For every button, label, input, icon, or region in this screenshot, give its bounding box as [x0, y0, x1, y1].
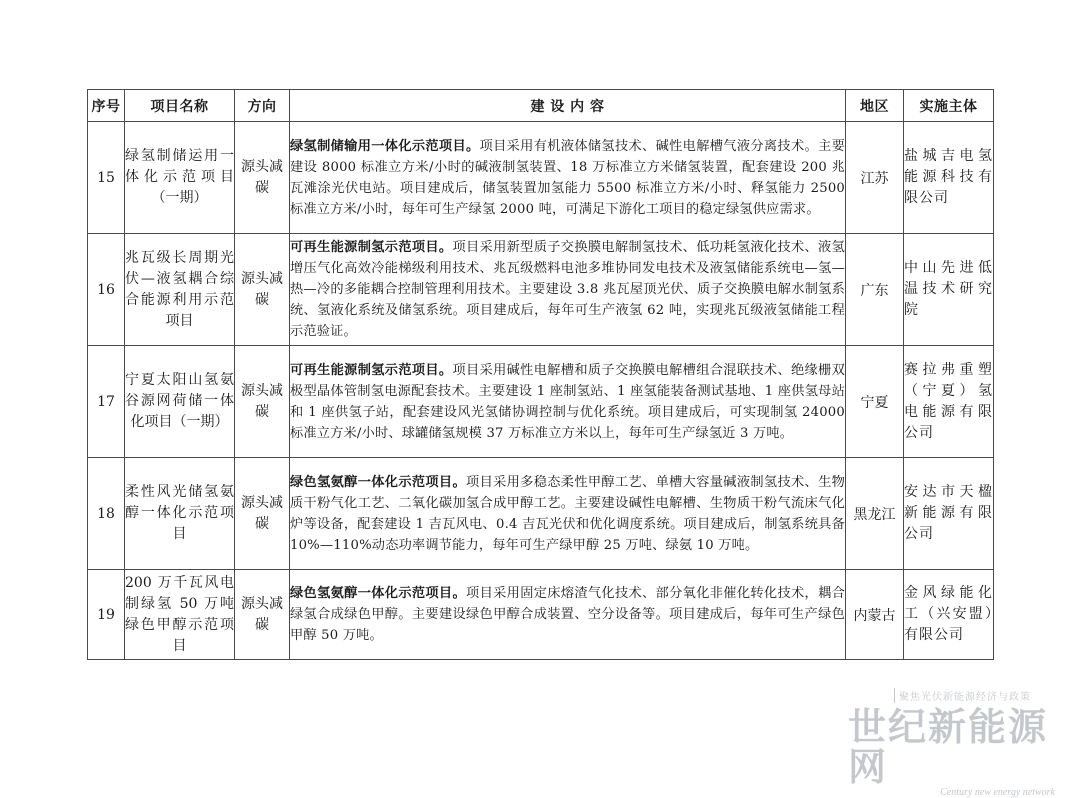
- header-direction: 方向: [235, 90, 290, 122]
- watermark-english: Century new energy network: [940, 787, 1055, 798]
- cell-name: 绿氢制储运用一体化示范项目（一期）: [125, 122, 235, 234]
- cell-org: 盐城吉电氢能源科技有限公司: [904, 122, 994, 234]
- cell-content: [290, 570, 846, 660]
- cell-direction: 源头减碳: [235, 570, 290, 660]
- cell-no: 17: [88, 346, 125, 458]
- header-name: 项目名称: [125, 90, 235, 122]
- cell-region: 黑龙江: [846, 458, 904, 570]
- content-body: 项目采用新型质子交换膜电解制氢技术、低功耗氢液化技术、液氢增压气化高效冷能梯级利用技术、兆瓦级燃料电池多堆协同发电技术及液氢储能系统电—氢—热—冷的多能耦合控制管理利用技术。主要建设 3.8 兆瓦屋顶光伏、质子交换膜电解水制氢系统、氢液化系统及储氢系统。项目建成后，每年可生产液氢 62 吨，实现兆瓦级液氢储能工程示范验证。: [290, 240, 845, 339]
- table-row: [88, 122, 994, 234]
- cell-direction: 源头减碳: [235, 458, 290, 570]
- header-org: 实施主体: [904, 90, 994, 122]
- cell-name: 宁夏太阳山氢氨谷源网荷储一体化项目（一期）: [125, 346, 235, 458]
- table-row: [88, 346, 994, 458]
- header-region: 地区: [846, 90, 904, 122]
- cell-name: 柔性风光储氢氨醇一体化示范项目: [125, 458, 235, 570]
- header-content: 建 设 内 容: [290, 90, 846, 122]
- cell-name: 兆瓦级长周期光伏—液氢耦合综合能源利用示范项目: [125, 234, 235, 346]
- content-lead: 绿色氢氨醇一体化示范项目。: [290, 586, 467, 601]
- cell-direction: 源头减碳: [235, 122, 290, 234]
- cell-org: 中山先进低温技术研究院: [904, 234, 994, 346]
- cell-content: [290, 122, 846, 234]
- cell-no: 15: [88, 122, 125, 234]
- header-no: 序号: [88, 90, 125, 122]
- projects-table: [87, 89, 994, 660]
- cell-content: [290, 346, 846, 458]
- cell-region: 江苏: [846, 122, 904, 234]
- content-lead: 绿色氢氨醇一体化示范项目。: [290, 474, 467, 490]
- cell-no: 19: [88, 570, 125, 660]
- cell-region: 内蒙古: [846, 570, 904, 660]
- watermark-subtitle: 聚焦光伏新能源经济与政策: [894, 688, 1073, 703]
- table-header-row: [88, 90, 994, 122]
- cell-direction: 源头减碳: [235, 346, 290, 458]
- watermark-logo: [848, 688, 1073, 798]
- cell-name: 200 万千瓦风电制绿氢 50 万吨绿色甲醇示范项目: [125, 570, 235, 660]
- cell-org: 安达市天楹新能源有限公司: [904, 458, 994, 570]
- cell-content: [290, 458, 846, 570]
- cell-org: 赛拉弗重塑（宁夏）氢电能源有限公司: [904, 346, 994, 458]
- content-lead: 绿氢制储输用一体化示范项目。: [290, 138, 480, 154]
- cell-content: [290, 234, 846, 346]
- content-body: 项目采用碱性电解槽和质子交换膜电解槽组合混联技术、绝缘栅双极型晶体管制氢电源配套技术。主要建设 1 座制氢站、1 座氢能装备测试基地、1 座供氢母站和 1 座供氢子站，配套建设风光氢储协调控制与优化系统。项目建成后，可实现制氢 24000 标准立方米/小时、球罐储氢规模 37 万标准立方米以上，每年可生产绿氢近 3 万吨。: [290, 362, 845, 441]
- table-row: [88, 458, 994, 570]
- cell-no: 16: [88, 234, 125, 346]
- content-lead: 可再生能源制氢示范项目。: [290, 362, 453, 378]
- watermark-title: 世纪新能源网: [848, 704, 1049, 789]
- content-body: 项目采用固定床熔渣气化技术、部分氧化非催化转化技术，耦合绿氢合成绿色甲醇。主要建设绿色甲醇合成装置、空分设备等。项目建成后，每年可生产绿色甲醇 50 万吨。: [290, 586, 845, 643]
- cell-region: 宁夏: [846, 346, 904, 458]
- cell-region: 广东: [846, 234, 904, 346]
- cell-no: 18: [88, 458, 125, 570]
- cell-direction: 源头减碳: [235, 234, 290, 346]
- content-body: 项目采用有机液体储氢技术、碱性电解槽气液分离技术。主要建设 8000 标准立方米/小时的碱液制氢装置、18 万标准立方米储氢装置，配套建设 200 兆瓦滩涂光伏电站。项目建成后，储氢装置加氢能力 5500 标准立方米/小时、释氢能力 2500 标准立方米/小时，每年可生产绿氢 2000 吨，可满足下游化工项目的稳定绿氢供应需求。: [290, 138, 845, 217]
- table-row: [88, 570, 994, 660]
- table-row: [88, 234, 994, 346]
- content-lead: 可再生能源制氢示范项目。: [290, 240, 453, 255]
- content-body: 项目采用多稳态柔性甲醇工艺、单槽大容量碱液制氢技术、生物质干粉气化工艺、二氧化碳加氢合成甲醇工艺。主要建设碱性电解槽、生物质干粉气流床气化炉等设备，配套建设 1 吉瓦风电、0.4 吉瓦光伏和优化调度系统。项目建成后，制氢系统具备 10%—110%动态功率调节能力，每年可生产绿甲醇 25 万吨、绿氨 10 万吨。: [290, 474, 845, 553]
- cell-org: 金风绿能化工（兴安盟）有限公司: [904, 570, 994, 660]
